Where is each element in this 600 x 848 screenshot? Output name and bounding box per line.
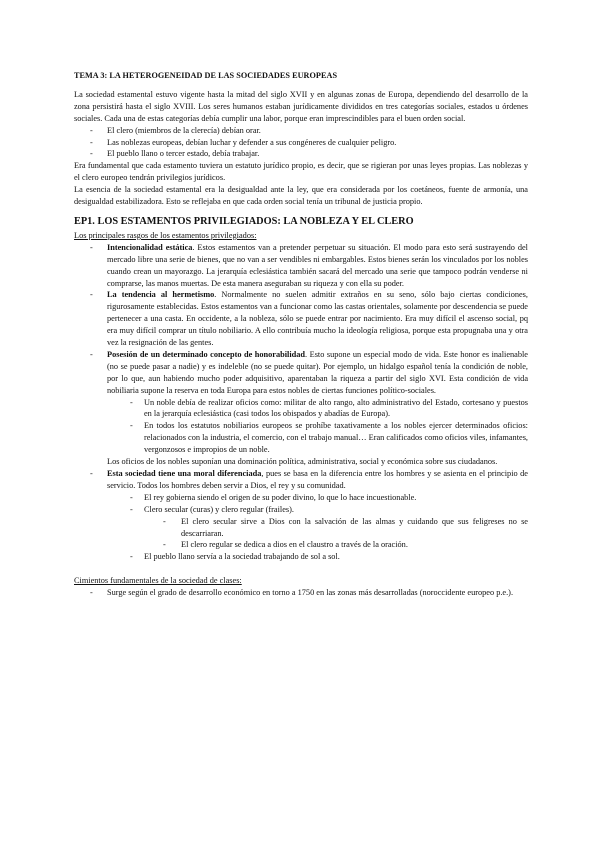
dash-bullet: - <box>90 469 93 478</box>
list-item <box>74 137 528 149</box>
sub-sub-list-item <box>74 539 528 551</box>
list-item-text: El clero (miembros de la clerecía) debían orar. <box>107 125 261 135</box>
oficios-paragraph: Los oficios de los nobles suponían una dominación política, administrativa, social y económica sobre sus ciudadanos. <box>107 457 498 467</box>
rasgo-text: . Estos estamentos van a pretender perpetuar su situación. El modo para esto será sustrayendo del mercado libre una serie de bienes, que no van a ser vendibles ni embargables. Estos bienes serán los vinculados por los nobles cuando crean un mayorazgo. La jerarquía eclesiástica también sacará del mercado una serie que tampoco podrán venderse ni comprarse, las manos muertas. De esta manera aseguraban su riqueza y con ella su poder. <box>107 242 528 288</box>
dash-bullet: - <box>130 492 133 502</box>
list-item <box>74 125 528 137</box>
dash-bullet: - <box>90 242 93 252</box>
list-item-text: El pueblo llano o tercer estado, debía trabajar. <box>107 149 260 159</box>
sub-list-item <box>74 420 528 456</box>
dash-bullet: - <box>163 540 166 550</box>
dash-bullet: - <box>90 588 93 598</box>
rasgo-title: Posesión de un determinado concepto de honorabilidad <box>107 349 306 359</box>
rasgo-item <box>74 242 528 290</box>
cimientos-item <box>74 587 528 599</box>
sub-list-item-text: El pueblo llano servía a la sociedad trabajando de sol a sol. <box>144 552 340 562</box>
document-page <box>74 70 528 599</box>
sub-list-item-text: Un noble debía de realizar oficios como: militar de alto rango, alto administrativo del Estado, cortesano y puestos en la jerarquía eclesiástica (casi todos los obispados y abadías de Europa). <box>144 397 528 419</box>
dash-bullet: - <box>130 421 133 431</box>
list-item <box>74 148 528 160</box>
rasgo-item <box>74 289 528 349</box>
dash-bullet: - <box>90 137 93 147</box>
sub-list-item-text: En todos los estatutos nobiliarios europeos se prohíbe taxativamente a los nobles ejercer determinados oficios: relacionados con la industria, el comercio, con el trabajo manual… Eran calificados como oficios viles, infamantes, vergonzosos e impropios de un noble. <box>144 421 528 455</box>
sub-list-item <box>74 551 528 563</box>
dash-bullet: - <box>130 397 133 407</box>
rasgo-title: Esta sociedad tiene una moral diferenciada <box>107 469 262 478</box>
sub-sub-list-item <box>74 516 528 540</box>
rasgo-item <box>74 349 528 397</box>
dash-bullet: - <box>90 149 93 159</box>
rasgo-title: Intencionalidad estática <box>107 242 193 252</box>
rasgo-text: , pues se basa en la diferencia entre los hombres y se asienta en el principio de servicio. Todos los hombres deben servir a Dios, el rey y su comunidad. <box>107 469 528 490</box>
dash-bullet: - <box>130 504 133 514</box>
rasgos-heading: Los principales rasgos de los estamentos privilegiados: <box>74 230 257 240</box>
paragraph-desigualdad: La esencia de la sociedad estamental era la desigualdad ante la ley, que era considerada por los coetáneos, fuente de armonía, una desigualdad estabilizadora. Esto se reflejaba en que cada orden social tenía un tribunal de justicia propio. <box>74 185 528 207</box>
sub-list-item <box>74 492 528 504</box>
section-title: EP1. LOS ESTAMENTOS PRIVILEGIADOS: LA NOBLEZA Y EL CLERO <box>74 215 414 227</box>
sub-sub-list-item-text: El clero regular se dedica a dios en el claustro a través de la oración. <box>181 540 408 550</box>
sub-sub-list-item-text: El clero secular sirve a Dios con la salvación de las almas y cuidando que sus feligreses no se descarriaran. <box>181 516 528 538</box>
list-item-text: Las noblezas europeas, debían luchar y defender a sus congéneres de cualquier peligro. <box>107 137 397 147</box>
document-title: TEMA 3: LA HETEROGENEIDAD DE LAS SOCIEDADES EUROPEAS <box>74 71 338 80</box>
rasgo-item <box>74 468 528 492</box>
dash-bullet: - <box>163 516 166 526</box>
dash-bullet: - <box>90 290 93 300</box>
dash-bullet: - <box>130 552 133 562</box>
spacer <box>74 563 528 575</box>
rasgo-text: . Esto supone un especial modo de vida. Este honor es inalienable (no se puede pasar a nadie) y es indeleble (no se puede quitar). Por ejemplo, un hidalgo español tenía la condición de noble, por lo que, aun habiendo mucho poder adquisitivo, aparentaban la riqueza a partir del siglo XVI. Esta condición de vida nobiliaria supone la reserva en toda Europa para estos nobles de ciertas funciones político-sociales. <box>107 349 528 395</box>
cimientos-item-text: Surge según el grado de desarrollo económico en torno a 1750 en las zonas más desarrolladas (noroccidente europeo p.e.). <box>107 588 514 598</box>
rasgo-title: La tendencia al hermetismo <box>107 290 215 300</box>
paragraph-estatuto: Era fundamental que cada estamento tuviera un estatuto jurídico propio, es decir, que se rigieran por unas leyes propias. Las noblezas y el clero europeo tendrán privilegios jurídicos. <box>74 161 528 183</box>
sub-list-item-text: El rey gobierna siendo el origen de su poder divino, lo que lo hace incuestionable. <box>144 492 417 502</box>
cimientos-heading: Cimientos fundamentales de la sociedad de clases: <box>74 576 242 586</box>
dash-bullet: - <box>90 125 93 135</box>
sub-list-item <box>74 504 528 516</box>
sub-list-item <box>74 397 528 421</box>
intro-paragraph: La sociedad estamental estuvo vigente hasta la mitad del siglo XVII y en algunas zonas de Europa, dependiendo del desarrollo de la zona persistirá hasta el siglo XVIII. Los seres humanos estaban jurídicamente divididos en tres categorías sociales, estados u órdenes sociales. Cada una de estas categorías debía cumplir una labor, porque eran imprescindibles para el buen orden social. <box>74 89 528 123</box>
dash-bullet: - <box>90 349 93 359</box>
rasgo-text: . Normalmente no suelen admitir extraños en su seno, sólo bajo ciertas condiciones, rigurosamente establecidas. Estos estamentos van a funcionar como las castas orientales, solamente por descendencia se puede pertenecer a una casta. En occidente, a la nobleza, sólo se puede entrar por nacimiento. Era muy difícil el ascenso social, pq era muy difícil comprar un título nobiliario. A ello contribuía mucho la ideología religiosa, porque esta propugnaba una y otra vez la resignación de las gentes. <box>107 290 528 348</box>
sub-list-item-text: Clero secular (curas) y clero regular (frailes). <box>144 504 294 514</box>
